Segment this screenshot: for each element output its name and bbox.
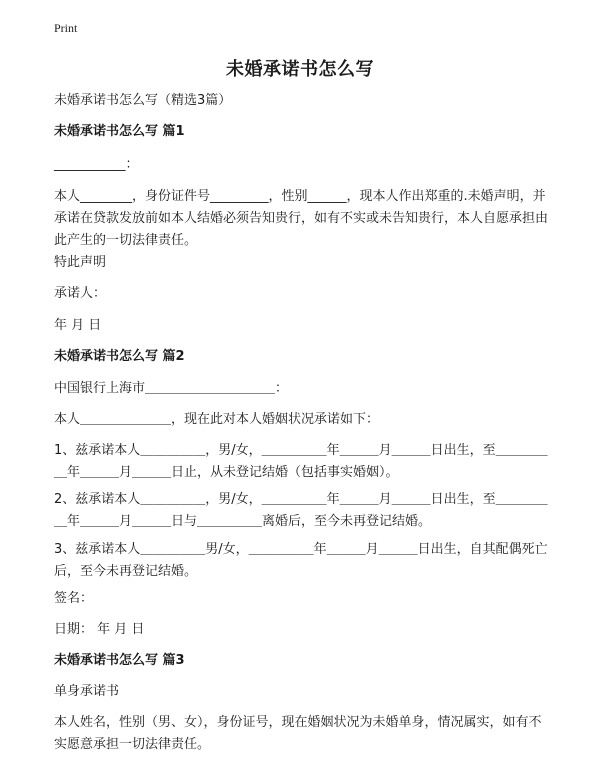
section-2-item-1: 1、兹承诺本人＿＿＿＿＿，男/女，＿＿＿＿＿年＿＿＿月＿＿＿日出生，至＿＿＿＿＿年＿＿＿月＿＿＿日止，从未登记结婚（包括事实婚姻）。 [54,443,548,480]
document-subtitle: 未婚承诺书怎么写（精选3篇） [54,93,232,108]
section-1-signer: 承诺人： [54,286,107,301]
document-title: 未婚承诺书怎么写 [226,59,374,80]
section-2-item-2: 2、兹承诺本人＿＿＿＿＿，男/女，＿＿＿＿＿年＿＿＿月＿＿＿日出生，至＿＿＿＿＿年＿＿＿月＿＿＿日与＿＿＿＿＿离婚后，至今未再登记结婚。 [54,492,548,529]
section-1-recipient: ___________： [54,157,139,172]
print-label: Print [54,21,78,35]
section-3-subheading: 单身承诺书 [54,684,120,699]
section-2-sign: 签名： [54,591,94,606]
section-2-date: 日期： 年 月 日 [54,622,145,637]
section-3-heading: 未婚承诺书怎么写 篇3 [54,653,185,668]
section-1-heading: 未婚承诺书怎么写 篇1 [54,124,185,139]
section-2-heading: 未婚承诺书怎么写 篇2 [54,349,185,364]
section-2-item-3: 3、兹承诺本人＿＿＿＿＿男/女，＿＿＿＿＿年＿＿＿月＿＿＿日出生，自其配偶死亡后，至今未再登记结婚。 [54,542,548,579]
section-2-intro: 本人＿＿＿＿＿＿＿，现在此对本人婚姻状况承诺如下： [54,412,380,427]
section-3-body: 本人姓名，性别（男、女），身份证号，现在婚姻状况为未婚单身，情况属实，如有不实愿意承担一切法律责任。 [54,715,542,752]
section-1-declare: 特此声明 [54,255,107,270]
section-1-date: 年 月 日 [54,318,102,333]
section-1-body: 本人________，身份证件号_________，性别______，现本人作出郑重的.未婚声明，并承诺在贷款发放前如本人结婚必须告知贵行，如有不实或未告知贵行，本人自愿承担由此产生的一切法律责任。 [54,189,549,248]
section-2-recipient: 中国银行上海市＿＿＿＿＿＿＿＿＿＿： [54,381,289,396]
